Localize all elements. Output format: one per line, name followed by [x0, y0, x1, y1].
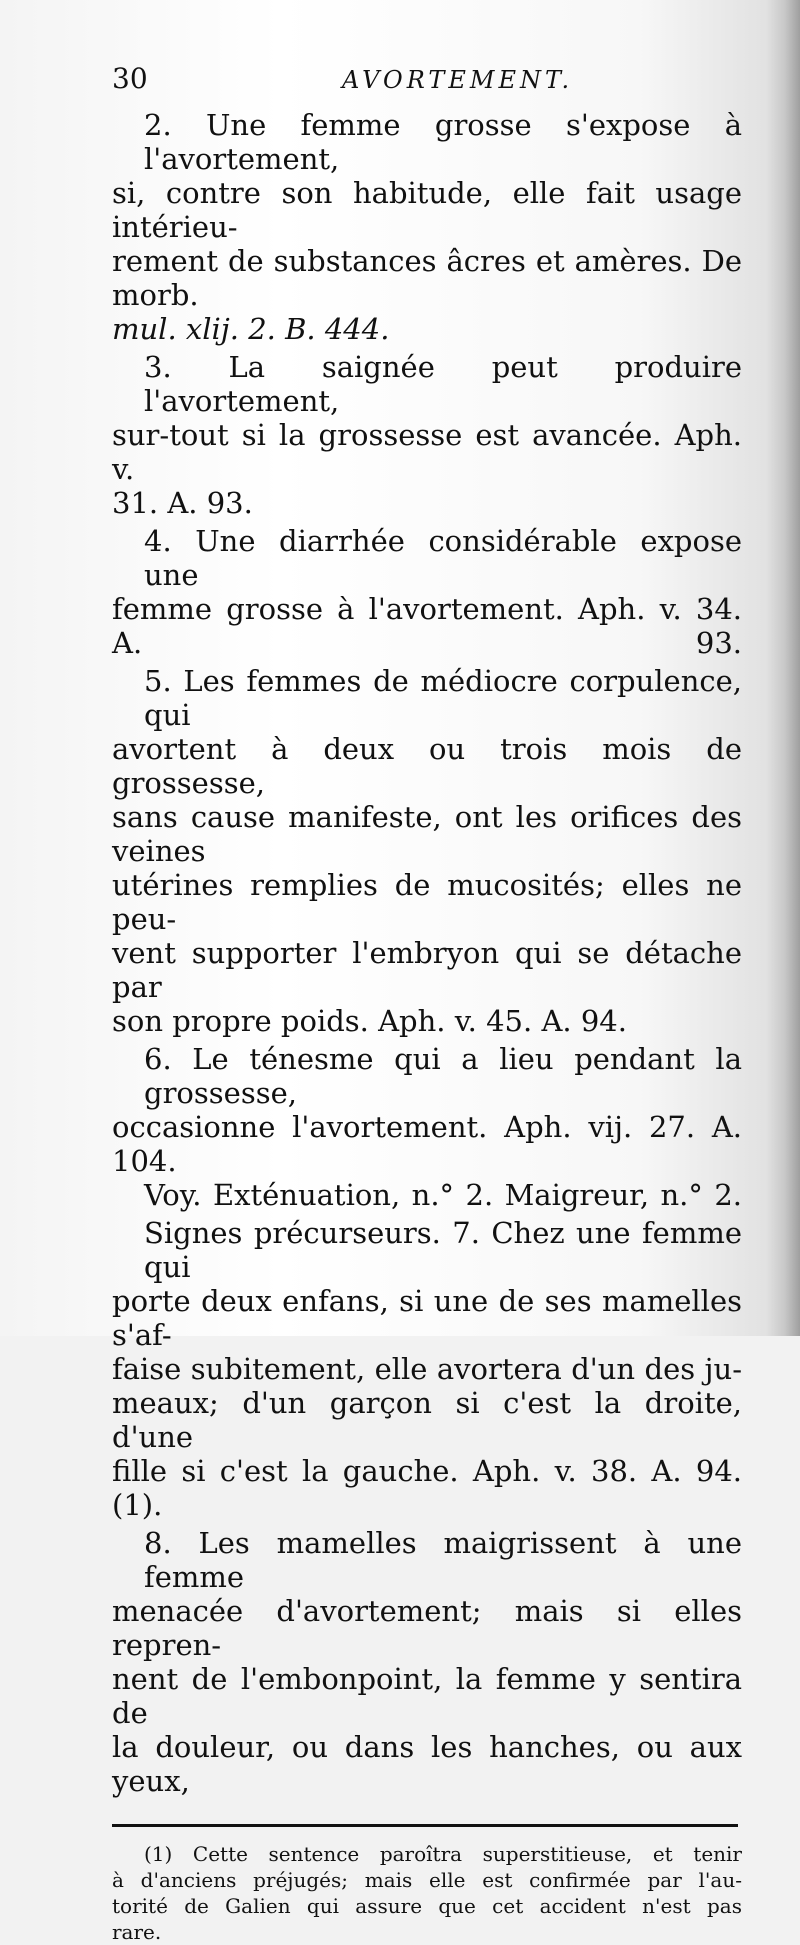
- footnote-line: (1) Cette sentence paroîtra superstitieuse, et tenir: [144, 1842, 742, 1866]
- text-line: 6. Le ténesme qui a lieu pendant la grossesse,: [144, 1042, 742, 1110]
- text-line: Voy. Exténuation, n.° 2. Maigreur, n.° 2.: [144, 1178, 742, 1212]
- page-number: 30: [112, 62, 148, 95]
- paragraph-8: [112, 1526, 742, 1798]
- text-line: 4. Une diarrhée considérable expose une: [144, 524, 742, 592]
- text-line: mul. xlij. 2. B. 444.: [112, 312, 390, 346]
- text-line: son propre poids. Aph. v. 45. A. 94.: [112, 1004, 627, 1038]
- footnote: [112, 1841, 742, 1945]
- text-line: sans cause manifeste, ont les orifices des veines: [112, 800, 742, 868]
- text-line: occasionne l'avortement. Aph. vij. 27. A. 104.: [112, 1110, 742, 1178]
- text-line: 31. A. 93.: [112, 486, 253, 520]
- paragraph-2: [112, 108, 742, 346]
- text-line: faise subitement, elle avortera d'un des ju-: [112, 1352, 742, 1386]
- text-line: 3. La saignée peut produire l'avortement,: [144, 350, 742, 418]
- text-line: fille si c'est la gauche. Aph. v. 38. A. 94. (1).: [112, 1454, 742, 1522]
- text-line: la douleur, ou dans les hanches, ou aux yeux,: [112, 1730, 742, 1798]
- text-line: utérines remplies de mucosités; elles ne peu-: [112, 868, 742, 936]
- page-header: [112, 62, 742, 108]
- text-line: menacée d'avortement; mais si elles repren-: [112, 1594, 742, 1662]
- footnote-separator-rule: [112, 1824, 738, 1827]
- paragraph-4: [112, 524, 742, 660]
- text-line: si, contre son habitude, elle fait usage intérieu-: [112, 176, 742, 244]
- text-line: femme grosse à l'avortement. Aph. v. 34. A. 93.: [112, 592, 742, 660]
- text-line: porte deux enfans, si une de ses mamelles s'af-: [112, 1284, 742, 1352]
- paragraph-6: [112, 1042, 742, 1212]
- paragraph-5: [112, 664, 742, 1038]
- text-line: 2. Une femme grosse s'expose à l'avortement,: [144, 108, 742, 176]
- text-line: Signes précurseurs. 7. Chez une femme qui: [144, 1216, 742, 1284]
- text-line: meaux; d'un garçon si c'est la droite, d'une: [112, 1386, 742, 1454]
- text-line: 8. Les mamelles maigrissent à une femme: [144, 1526, 742, 1594]
- text-line: nent de l'embonpoint, la femme y sentira de: [112, 1662, 742, 1730]
- running-title: AVORTEMENT.: [342, 66, 574, 94]
- footnote-line: à d'anciens préjugés; mais elle est confirmée par l'au-: [112, 1868, 742, 1892]
- text-line: avortent à deux ou trois mois de grossesse,: [112, 732, 742, 800]
- page-text-block: [112, 62, 742, 1945]
- paragraph-3: [112, 350, 742, 520]
- text-line: sur-tout si la grossesse est avancée. Aph. v.: [112, 418, 742, 486]
- page-gutter-shadow: [766, 0, 800, 1336]
- paragraph-7: [112, 1216, 742, 1522]
- text-line: 5. Les femmes de médiocre corpulence, qui: [144, 664, 742, 732]
- footnote-line: rare.: [112, 1920, 162, 1944]
- text-line: rement de substances âcres et amères. De morb.: [112, 244, 742, 312]
- text-line: vent supporter l'embryon qui se détache par: [112, 936, 742, 1004]
- footnote-line: torité de Galien qui assure que cet accident n'est pas: [112, 1894, 742, 1918]
